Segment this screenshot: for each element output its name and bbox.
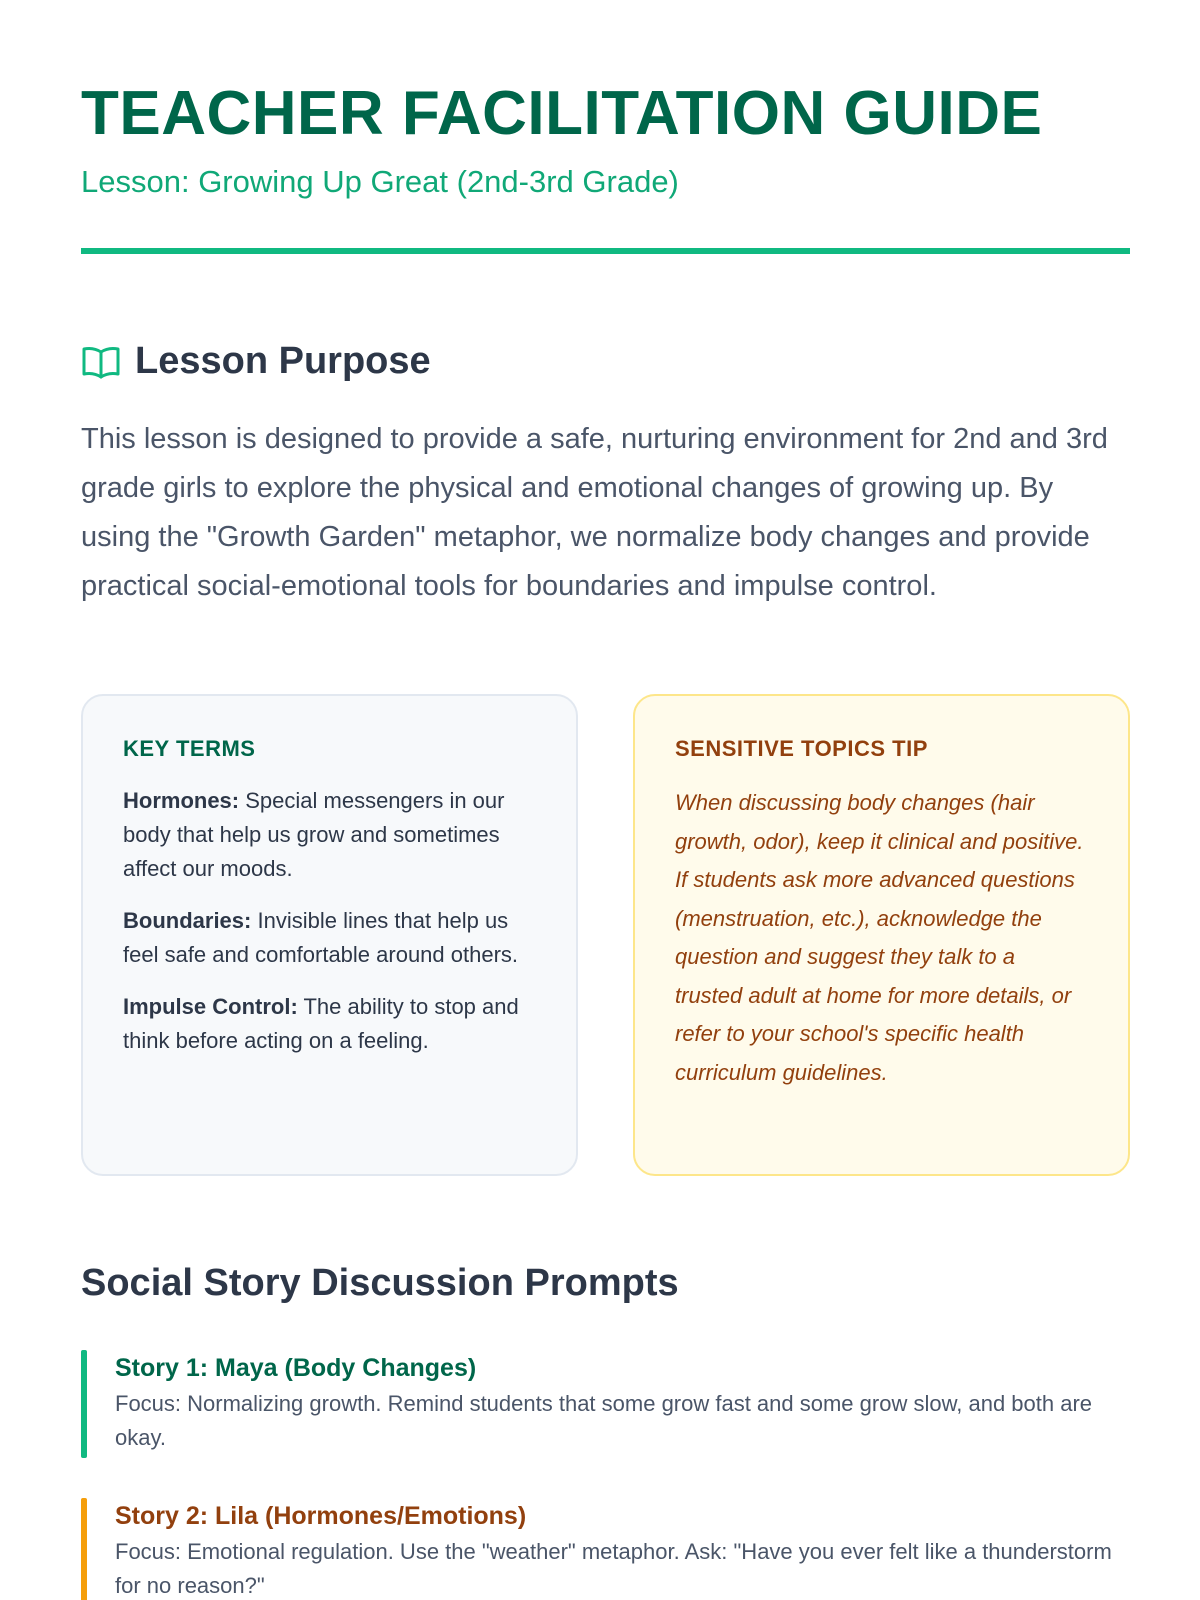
sensitive-topics-heading: SENSITIVE TOPICS TIP [675, 736, 928, 761]
story-prompt-lila [81, 1498, 1130, 1600]
key-term-item [123, 990, 536, 1058]
lesson-purpose-heading: Lesson Purpose [135, 340, 431, 382]
key-term-definition: Invisible lines that help us feel safe and comfortable around others. [123, 908, 519, 967]
key-terms-heading: KEY TERMS [123, 736, 256, 761]
story-accent-bar [81, 1350, 87, 1458]
lesson-purpose-header [81, 340, 431, 383]
sensitive-topics-card [633, 694, 1130, 1176]
key-term-item [123, 784, 536, 886]
key-term-label: Boundaries: [123, 908, 252, 933]
title-divider [81, 248, 1130, 254]
sensitive-topics-text: When discussing body changes (hair growth, odor), keep it clinical and positive. If students ask more advanced questions (menstruation, etc.), acknowledge the question and suggest they talk to a trusted adult at home for more details, or refer to your school's specific health curriculum guidelines. [675, 790, 1084, 1085]
lesson-subtitle: Lesson: Growing Up Great (2nd-3rd Grade) [81, 164, 679, 199]
open-book-icon [81, 344, 121, 380]
social-story-heading: Social Story Discussion Prompts [81, 1262, 679, 1304]
key-term-label: Impulse Control: [123, 994, 298, 1019]
page-title: TEACHER FACILITATION GUIDE [81, 79, 1043, 148]
key-term-item [123, 904, 536, 972]
key-term-definition: Special messengers in our body that help us grow and sometimes affect our moods. [123, 788, 505, 881]
key-term-label: Hormones: [123, 788, 240, 813]
story-accent-bar [81, 1498, 87, 1600]
key-terms-card [81, 694, 578, 1176]
story-title: Story 2: Lila (Hormones/Emotions) [115, 1502, 527, 1530]
lesson-purpose-text: This lesson is designed to provide a safe, nurturing environment for 2nd and 3rd grade girls to explore the physical and emotional changes of growing up. By using the "Growth Garden" metaphor, we normalize body changes and provide practical social-emotional tools for boundaries and impulse control. [81, 423, 1108, 602]
key-term-definition: The ability to stop and think before acting on a feeling. [123, 994, 519, 1053]
story-title: Story 1: Maya (Body Changes) [115, 1354, 477, 1382]
story-focus-text: Focus: Emotional regulation. Use the "weather" metaphor. Ask: "Have you ever felt like a thunderstorm for no reason?" [115, 1539, 1112, 1598]
story-focus-text: Focus: Normalizing growth. Remind students that some grow fast and some grow slow, and both are okay. [115, 1391, 1093, 1450]
story-prompt-maya [81, 1350, 1130, 1458]
